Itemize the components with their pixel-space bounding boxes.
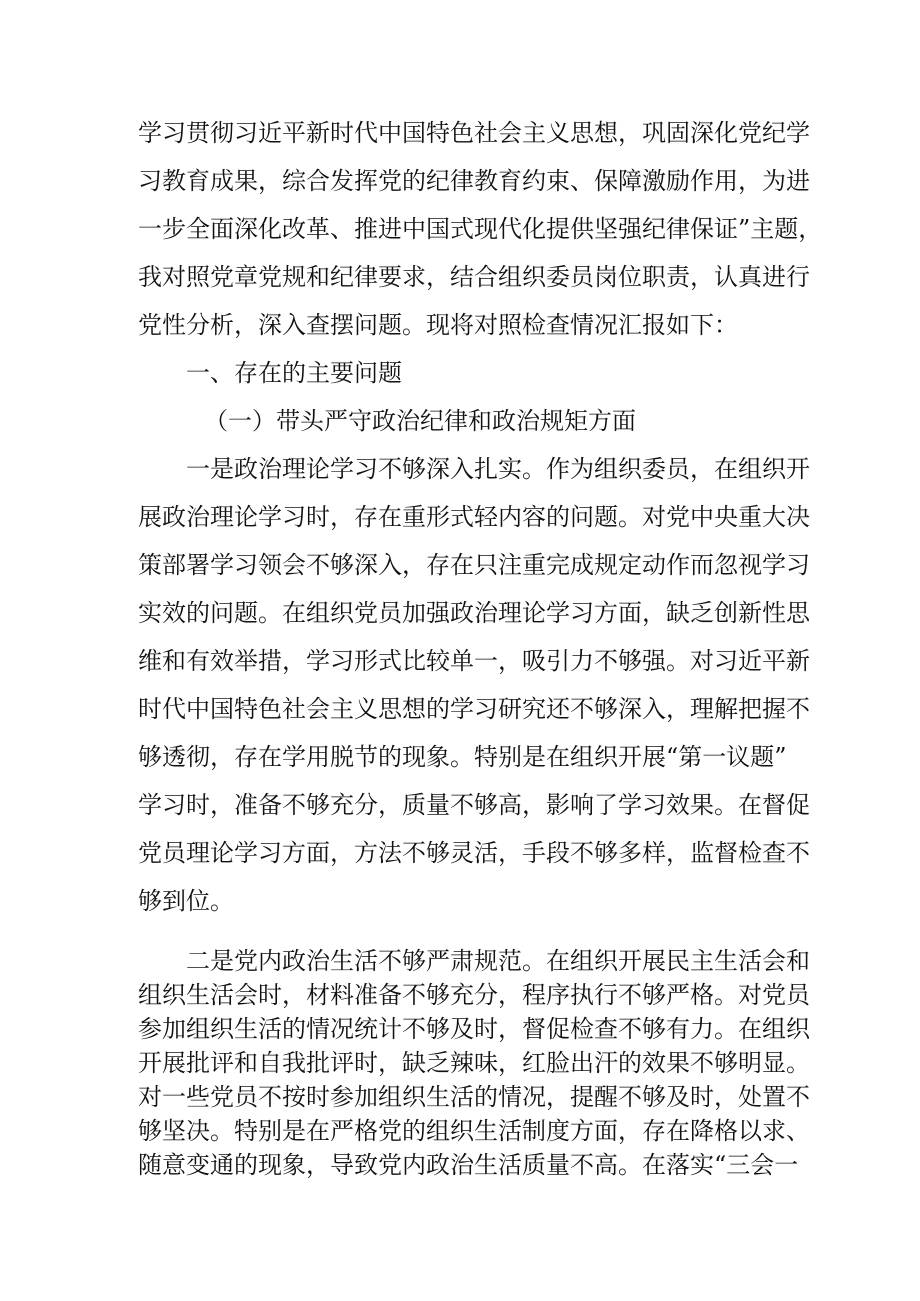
paragraph-line: 参加组织生活的情况统计不够及时，督促检查不够有力。在组织 [138, 1015, 810, 1043]
intro-line: 一步全面深化改革、推进中国式现代化提供坚强纪律保证”主题， [138, 215, 823, 243]
paragraph-line: 够透彻，存在学用脱节的现象。特别是在组织开展“第一议题” [138, 743, 787, 771]
paragraph-line: 实效的问题。在组织党员加强政治理论学习方面，缺乏创新性思 [138, 599, 810, 627]
paragraph-line: 学习时，准备不够充分，质量不够高，影响了学习效果。在督促 [138, 791, 810, 819]
paragraph-line: 开展批评和自我批评时，缺乏辣味，红脸出汗的效果不够明显。 [138, 1049, 810, 1077]
paragraph-line: 够到位。 [138, 887, 234, 915]
paragraph-line: 展政治理论学习时，存在重形式轻内容的问题。对党中央重大决 [138, 503, 810, 531]
paragraph-line: 党员理论学习方面，方法不够灵活，手段不够多样，监督检查不 [138, 839, 810, 867]
paragraph-line: 随意变通的现象，导致党内政治生活质量不高。在落实“三会一 [138, 1151, 799, 1179]
paragraph-line: 策部署学习领会不够深入，存在只注重完成规定动作而忽视学习 [138, 551, 810, 579]
paragraph-line: 一是政治理论学习不够深入扎实。作为组织委员，在组织开 [186, 455, 810, 483]
paragraph-line: 够坚决。特别是在严格党的组织生活制度方面，存在降格以求、 [138, 1117, 810, 1145]
paragraph-line: 组织生活会时，材料准备不够充分，程序执行不够严格。对党员 [138, 981, 810, 1009]
section-heading: 一、存在的主要问题 [186, 359, 402, 387]
paragraph-line: 对一些党员不按时参加组织生活的情况，提醒不够及时，处置不 [138, 1083, 810, 1111]
paragraph-line: 二是党内政治生活不够严肃规范。在组织开展民主生活会和 [186, 947, 810, 975]
intro-line: 我对照党章党规和纪律要求，结合组织委员岗位职责，认真进行 [138, 263, 810, 291]
intro-line: 党性分析，深入查摆问题。现将对照检查情况汇报如下： [138, 311, 738, 339]
intro-line: 学习贯彻习近平新时代中国特色社会主义思想，巩固深化党纪学 [138, 119, 810, 147]
intro-line: 习教育成果，综合发挥党的纪律教育约束、保障激励作用，为进 [138, 167, 810, 195]
subsection-heading: （一）带头严守政治纪律和政治规矩方面 [204, 407, 636, 435]
paragraph-line: 时代中国特色社会主义思想的学习研究还不够深入，理解把握不 [138, 695, 810, 723]
paragraph-line: 维和有效举措，学习形式比较单一，吸引力不够强。对习近平新 [138, 647, 810, 675]
